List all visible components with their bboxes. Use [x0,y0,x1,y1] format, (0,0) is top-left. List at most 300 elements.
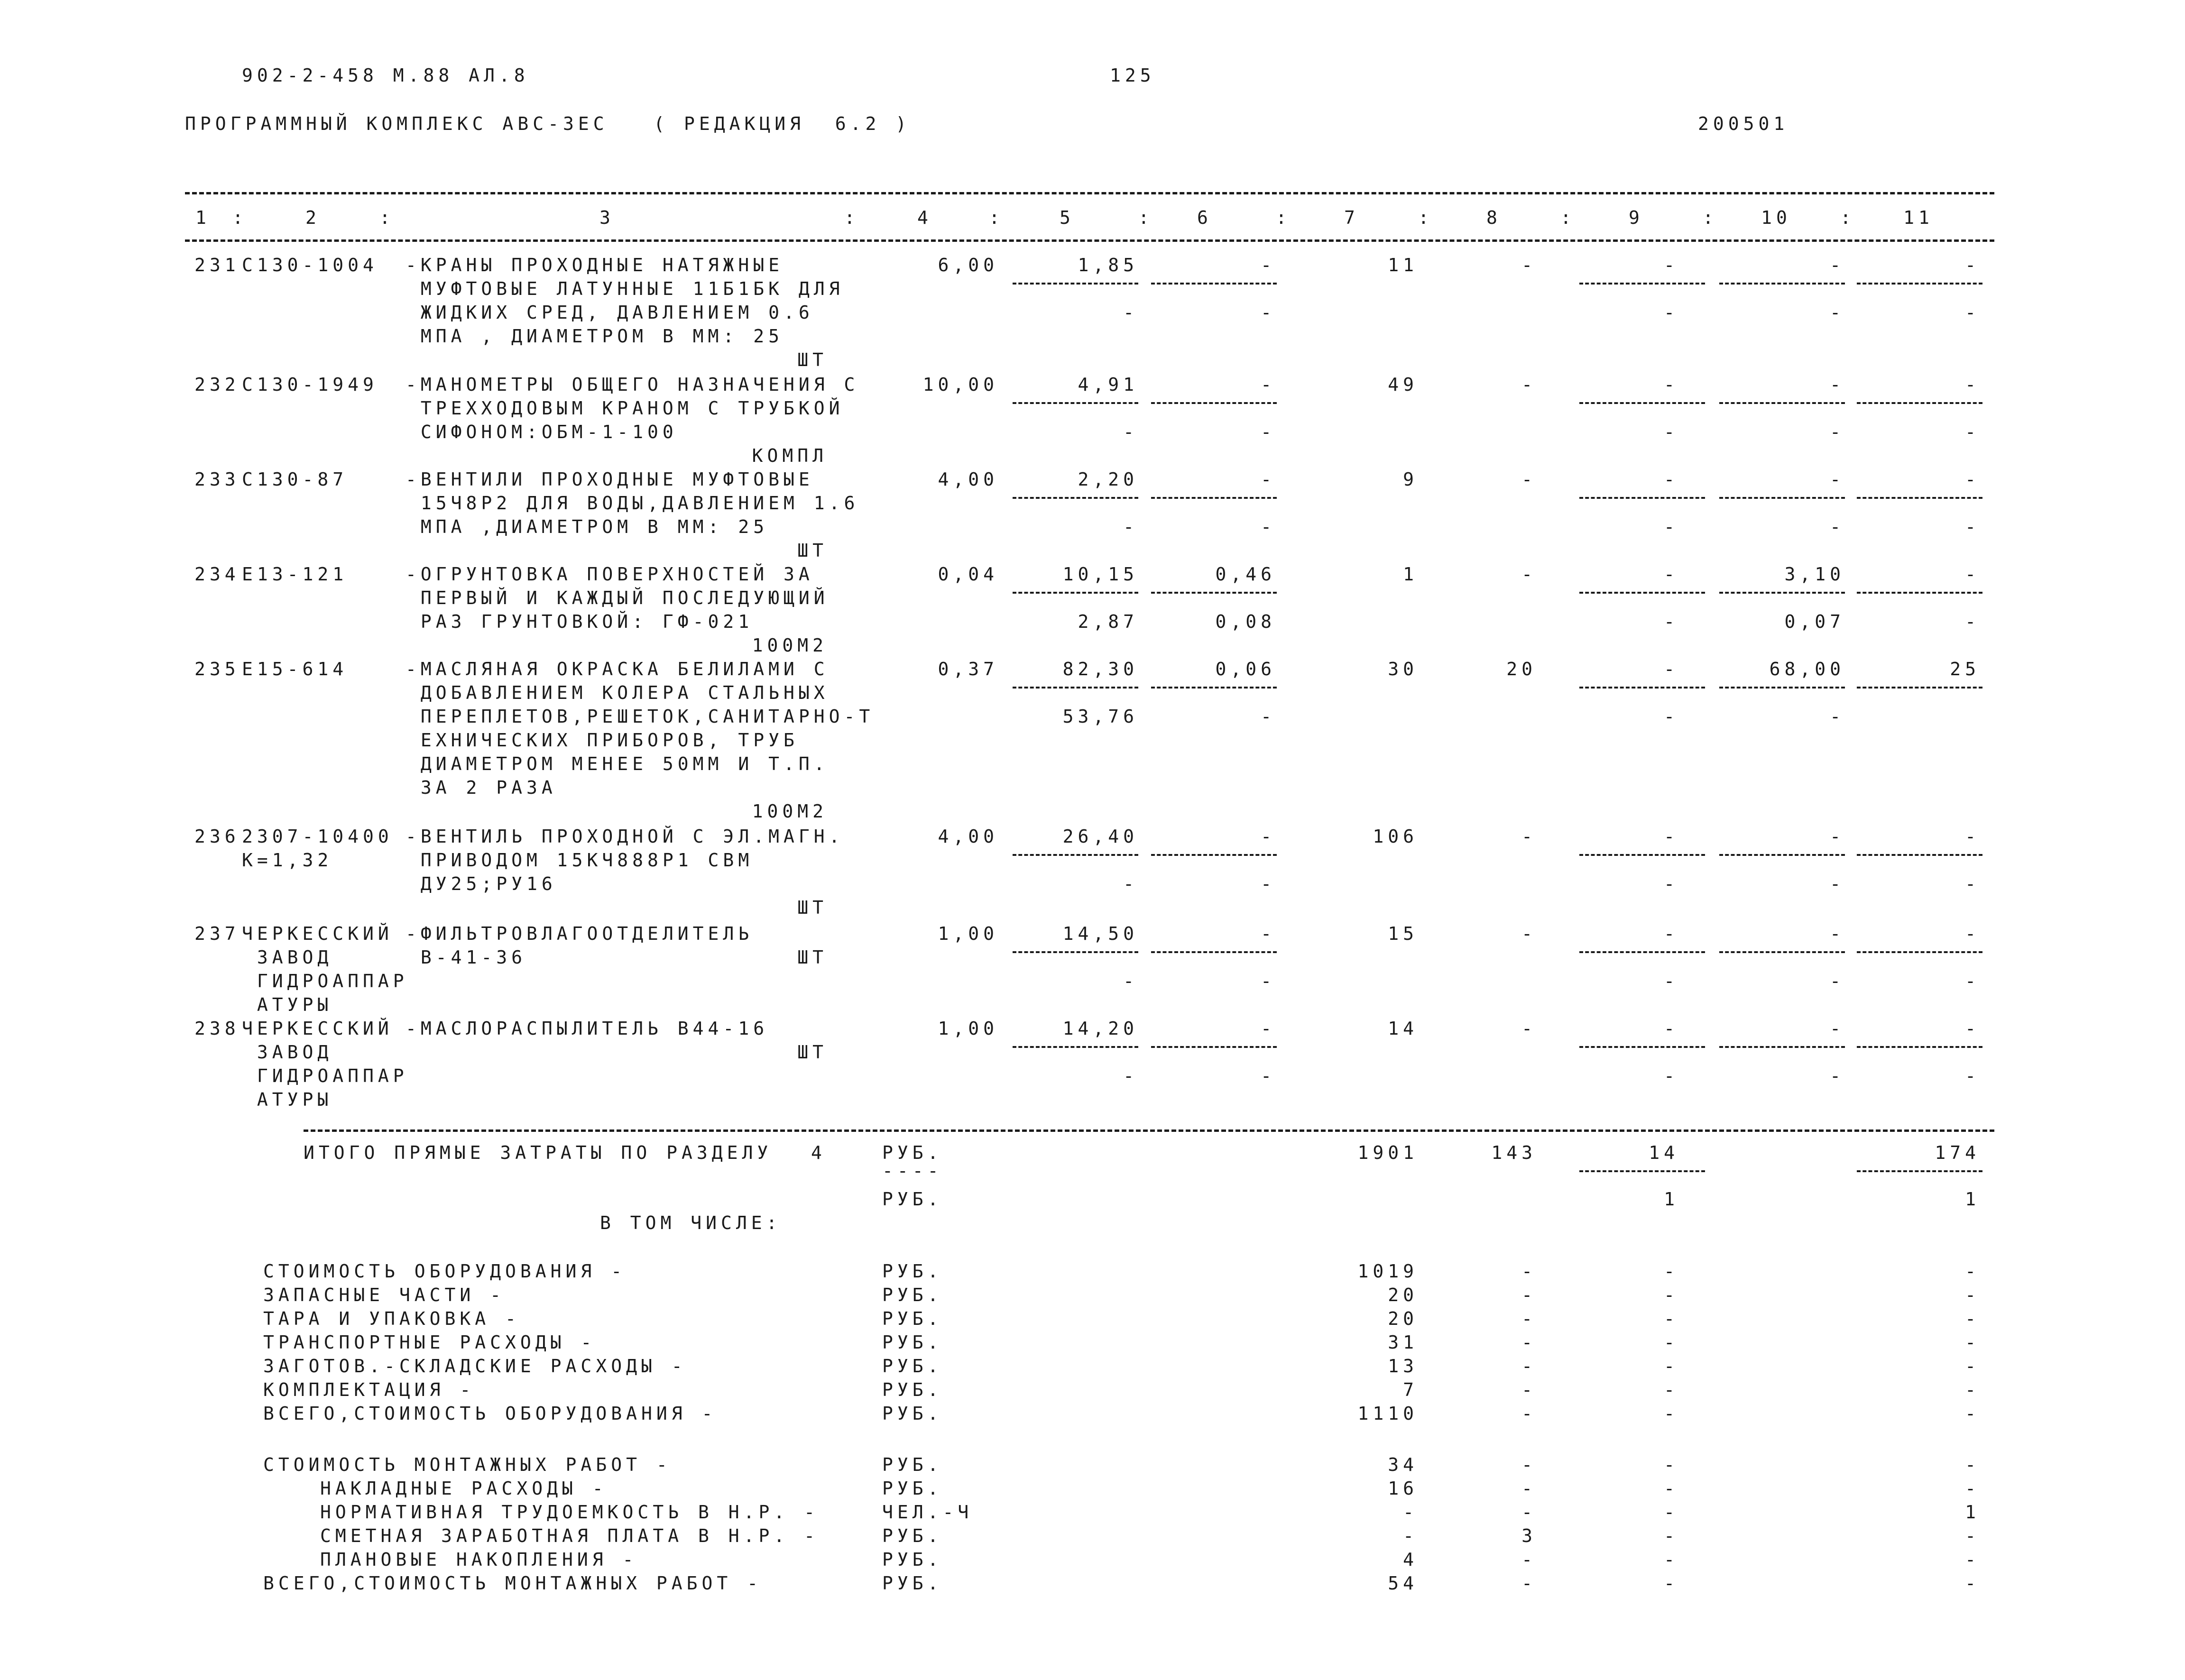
column-separator: : [1560,207,1576,228]
totals-subcell-c11: 1 [1965,1189,1980,1210]
row-description: ПЕРЕПЛЕТОВ,РЕШЕТОК,САНИТАРНО-Т [406,706,875,727]
row-divider [1857,402,1982,404]
subcell-c9: - [1664,1065,1679,1086]
subcell-c6: - [1261,873,1276,894]
cell-c9: - [1664,659,1679,679]
row-divider [1579,687,1705,689]
cell-c6: - [1261,255,1276,275]
summary-cell-c9: - [1664,1379,1679,1400]
cell-c7: 14 [1388,1018,1418,1039]
row-description: -МАСЛОРАСПЫЛИТЕЛЬ В44-16 [406,1018,769,1039]
cell-c8: - [1521,1018,1537,1039]
row-description: СИФОНОМ:ОБМ-1-100 [406,422,678,442]
row-unit: ШТ [797,947,828,968]
cell-c4: 6,00 [938,255,998,275]
cell-c9: - [1664,469,1679,490]
row-number: 232 [194,374,240,395]
summary-cell-c9: - [1664,1332,1679,1353]
row-divider [1579,951,1705,953]
summary-label: НОРМАТИВНАЯ ТРУДОЕМКОСТЬ В Н.Р. - [320,1502,819,1523]
summary-cell-c8: - [1521,1308,1537,1329]
subcell-c10: 0,07 [1784,611,1845,632]
column-number: 7 [1344,207,1359,228]
summary-cell-c11: 1 [1965,1502,1980,1523]
summary-cell-c11: - [1965,1285,1980,1305]
summary-label: НАКЛАДНЫЕ РАСХОДЫ - [320,1478,608,1499]
cell-c10: - [1830,826,1845,847]
cell-c10: - [1830,374,1845,395]
row-divider [1857,1046,1982,1048]
totals-unit: РУБ. [882,1142,943,1163]
cell-c6: - [1261,1018,1276,1039]
summary-cell-c11: - [1965,1403,1980,1424]
cell-c7: 30 [1388,659,1418,679]
cell-c7: 1 [1403,564,1418,585]
summary-cell-c7: 7 [1403,1379,1418,1400]
cell-c11: - [1965,923,1980,944]
summary-cell-c8: - [1521,1502,1537,1523]
cell-c5: 1,85 [1078,255,1138,275]
subcell-c11: - [1965,971,1980,991]
cell-c4: 0,04 [938,564,998,585]
subcell-c5: - [1123,873,1138,894]
cell-c6: - [1261,374,1276,395]
totals-subcell-c9: 1 [1664,1189,1679,1210]
row-unit: 100М2 [752,635,828,656]
row-unit: КОМПЛ [752,445,828,466]
cell-c4: 10,00 [922,374,998,395]
column-number: 9 [1629,207,1644,228]
summary-cell-c9: - [1664,1356,1679,1377]
cell-c10: - [1830,923,1845,944]
cell-c6: - [1261,826,1276,847]
cell-c6: 0,46 [1215,564,1276,585]
totals-divider [1579,1170,1705,1172]
summary-unit: РУБ. [882,1285,943,1305]
row-description: ДОБАВЛЕНИЕМ КОЛЕРА СТАЛЬНЫХ [406,682,829,703]
cell-c8: - [1521,826,1537,847]
totals-section-number: 4 [811,1142,826,1163]
summary-label: ТАРА И УПАКОВКА - [263,1308,520,1329]
cell-c11: - [1965,1018,1980,1039]
cell-c8: - [1521,923,1537,944]
column-separator: : [232,207,248,228]
program-title: ПРОГРАММНЫЙ КОМПЛЕКС АВС-3ЕС ( РЕДАКЦИЯ 6.2 ) [185,113,911,134]
summary-cell-c7: 20 [1388,1308,1418,1329]
row-divider [1579,402,1705,404]
column-number: 4 [917,207,932,228]
row-unit: ШТ [797,897,828,918]
row-divider [1151,283,1277,285]
row-number: 231 [194,255,240,275]
row-divider [1719,951,1845,953]
subcell-c6: - [1261,1065,1276,1086]
summary-cell-c11: - [1965,1454,1980,1475]
row-divider [1013,402,1138,404]
summary-unit: РУБ. [882,1308,943,1329]
summary-unit: РУБ. [882,1478,943,1499]
totals-unit: РУБ. [882,1189,943,1210]
column-number: 5 [1060,207,1075,228]
row-code: ГИДРОАППАР [242,1065,408,1086]
row-unit: ШТ [797,349,828,370]
subcell-c5: - [1123,422,1138,442]
date-code: 200501 [1698,113,1789,134]
summary-cell-c11: - [1965,1573,1980,1594]
cell-c4: 1,00 [938,1018,998,1039]
cell-c7: 9 [1403,469,1418,490]
row-divider [1151,1046,1277,1048]
row-description: ТРЕХХОДОВЫМ КРАНОМ С ТРУБКОЙ [406,398,844,419]
row-divider [1857,283,1982,285]
totals-divider [1857,1170,1982,1172]
summary-cell-c7: - [1403,1502,1418,1523]
totals-unit-divider: ---- [882,1160,943,1181]
cell-c10: 3,10 [1784,564,1845,585]
row-code: С130-1004 [242,255,378,275]
subcell-c10: - [1830,422,1845,442]
row-divider [1857,951,1982,953]
summary-label: СТОИМОСТЬ МОНТАЖНЫХ РАБОТ - [263,1454,672,1475]
column-number: 6 [1197,207,1212,228]
row-code: С130-1949 [242,374,378,395]
column-number: 1 [195,207,211,228]
summary-cell-c9: - [1664,1285,1679,1305]
subcell-c9: - [1664,971,1679,991]
subcell-c11: - [1965,1065,1980,1086]
cell-c6: - [1261,469,1276,490]
cell-c10: 68,00 [1769,659,1845,679]
row-divider [1013,951,1138,953]
subcell-c11: - [1965,873,1980,894]
row-divider [1857,497,1982,499]
cell-c8: - [1521,469,1537,490]
row-number: 238 [194,1018,240,1039]
cell-c7: 106 [1373,826,1418,847]
row-divider [1719,592,1845,594]
cell-c11: - [1965,826,1980,847]
row-number: 233 [194,469,240,490]
summary-cell-c11: - [1965,1525,1980,1546]
summary-unit: РУБ. [882,1573,943,1594]
summary-cell-c8: - [1521,1403,1537,1424]
row-description: -МАСЛЯНАЯ ОКРАСКА БЕЛИЛАМИ С [406,659,829,679]
summary-label: ЗАПАСНЫЕ ЧАСТИ - [263,1285,506,1305]
summary-unit: ЧЕЛ.-Ч [882,1502,973,1523]
cell-c4: 0,37 [938,659,998,679]
subcell-c9: - [1664,611,1679,632]
subcell-c5: - [1123,516,1138,537]
row-divider [1719,854,1845,856]
subcell-c5: 53,76 [1062,706,1138,727]
row-code: 2307-10400 [242,826,393,847]
summary-unit: РУБ. [882,1332,943,1353]
totals-cell-c9: 14 [1649,1142,1679,1163]
summary-cell-c8: - [1521,1332,1537,1353]
column-separator: : [1276,207,1291,228]
row-divider [1857,687,1982,689]
cell-c7: 49 [1388,374,1418,395]
row-unit: ШТ [797,540,828,561]
column-separator: : [379,207,395,228]
subcell-c10: - [1830,971,1845,991]
row-divider [1151,402,1277,404]
row-description: ДИАМЕТРОМ МЕНЕЕ 50ММ И Т.П. [406,753,829,774]
summary-cell-c9: - [1664,1261,1679,1282]
cell-c9: - [1664,1018,1679,1039]
summary-cell-c8: - [1521,1549,1537,1570]
row-description: МУФТОВЫЕ ЛАТУННЫЕ 11Б1БК ДЛЯ [406,278,844,299]
summary-unit: РУБ. [882,1454,943,1475]
cell-c9: - [1664,374,1679,395]
row-number: 234 [194,564,240,585]
cell-c11: - [1965,374,1980,395]
summary-cell-c11: - [1965,1478,1980,1499]
subcell-c9: - [1664,516,1679,537]
subcell-c10: - [1830,516,1845,537]
cell-c8: - [1521,564,1537,585]
cell-c4: 4,00 [938,469,998,490]
row-description: -ОГРУНТОВКА ПОВЕРХНОСТЕЙ ЗА [406,564,814,585]
row-description: ЕХНИЧЕСКИХ ПРИБОРОВ, ТРУБ [406,730,799,751]
row-divider [1857,592,1982,594]
summary-cell-c7: 54 [1388,1573,1418,1594]
section-total-rule [304,1129,1994,1132]
row-description: ПРИВОДОМ 15КЧ888Р1 СВМ [406,850,754,871]
row-divider [1579,283,1705,285]
subcell-c6: 0,08 [1215,611,1276,632]
summary-label: ВСЕГО,СТОИМОСТЬ ОБОРУДОВАНИЯ - [263,1403,717,1424]
row-divider [1719,1046,1845,1048]
summary-label: ВСЕГО,СТОИМОСТЬ МОНТАЖНЫХ РАБОТ - [263,1573,762,1594]
row-divider [1013,283,1138,285]
subcell-c10: - [1830,1065,1845,1086]
row-divider [1719,497,1845,499]
cell-c11: - [1965,469,1980,490]
row-code: ЧЕРКЕССКИЙ [242,923,393,944]
row-divider [1151,592,1277,594]
summary-cell-c9: - [1664,1502,1679,1523]
summary-unit: РУБ. [882,1525,943,1546]
totals-label: ИТОГО ПРЯМЫЕ ЗАТРАТЫ ПО РАЗДЕЛУ [304,1142,773,1163]
summary-cell-c8: - [1521,1454,1537,1475]
row-divider [1579,497,1705,499]
summary-cell-c7: 31 [1388,1332,1418,1353]
row-code: Е15-614 [242,659,348,679]
row-divider [1579,592,1705,594]
row-divider [1013,687,1138,689]
cell-c11: - [1965,564,1980,585]
summary-cell-c7: 34 [1388,1454,1418,1475]
subcell-c9: - [1664,706,1679,727]
subcell-c11: - [1965,302,1980,323]
summary-cell-c9: - [1664,1454,1679,1475]
summary-cell-c11: - [1965,1549,1980,1570]
column-separator: : [1138,207,1153,228]
summary-cell-c7: 13 [1388,1356,1418,1377]
summary-cell-c11: - [1965,1356,1980,1377]
summary-cell-c7: 1110 [1357,1403,1418,1424]
row-divider [1719,687,1845,689]
subcell-c5: - [1123,1065,1138,1086]
subcell-c5: 2,87 [1078,611,1138,632]
summary-cell-c7: 4 [1403,1549,1418,1570]
subcell-c5: - [1123,971,1138,991]
cell-c5: 14,50 [1062,923,1138,944]
summary-cell-c7: - [1403,1525,1418,1546]
row-divider [1719,283,1845,285]
summary-cell-c7: 1019 [1357,1261,1418,1282]
subcell-c6: - [1261,302,1276,323]
row-description: МПА ,ДИАМЕТРОМ В ММ: 25 [406,516,769,537]
including-label: В ТОМ ЧИСЛЕ: [600,1212,782,1233]
row-number: 237 [194,923,240,944]
summary-cell-c8: - [1521,1478,1537,1499]
row-description: В-41-36 [406,947,527,968]
row-divider [1579,1046,1705,1048]
row-description: ПЕРВЫЙ И КАЖДЫЙ ПОСЛЕДУЮЩИЙ [406,588,829,608]
summary-cell-c8: - [1521,1356,1537,1377]
cell-c9: - [1664,826,1679,847]
cell-c9: - [1664,255,1679,275]
summary-cell-c9: - [1664,1549,1679,1570]
summary-label: СТОИМОСТЬ ОБОРУДОВАНИЯ - [263,1261,627,1282]
cell-c10: - [1830,1018,1845,1039]
cell-c5: 10,15 [1062,564,1138,585]
row-unit: ШТ [797,1042,828,1063]
row-code: ЗАВОД [242,947,333,968]
subcell-c6: - [1261,422,1276,442]
cell-c7: 15 [1388,923,1418,944]
row-description: -ВЕНТИЛЬ ПРОХОДНОЙ С ЭЛ.МАГН. [406,826,844,847]
column-number: 10 [1761,207,1791,228]
row-description: ДУ25;РУ16 [406,873,557,894]
summary-label: ТРАНСПОРТНЫЕ РАСХОДЫ - [263,1332,596,1353]
cell-c8: - [1521,374,1537,395]
subcell-c9: - [1664,873,1679,894]
row-divider [1013,497,1138,499]
row-description: 15Ч8Р2 ДЛЯ ВОДЫ,ДАВЛЕНИЕМ 1.6 [406,493,859,514]
summary-cell-c11: - [1965,1332,1980,1353]
summary-label: ПЛАНОВЫЕ НАКОПЛЕНИЯ - [320,1549,638,1570]
row-divider [1151,497,1277,499]
row-code: ЗАВОД [242,1042,333,1063]
summary-label: ЗАГОТОВ.-СКЛАДСКИЕ РАСХОДЫ - [263,1356,687,1377]
summary-cell-c11: - [1965,1379,1980,1400]
subcell-c6: - [1261,516,1276,537]
column-number: 2 [305,207,321,228]
subcell-c6: - [1261,706,1276,727]
subcell-c5: - [1123,302,1138,323]
subcell-c10: - [1830,873,1845,894]
row-divider [1151,687,1277,689]
column-number: 8 [1486,207,1502,228]
subcell-c11: - [1965,611,1980,632]
subcell-c11: - [1965,422,1980,442]
totals-cell-c8: 143 [1491,1142,1537,1163]
cell-c11: - [1965,255,1980,275]
cell-c5: 4,91 [1078,374,1138,395]
subcell-c9: - [1664,422,1679,442]
summary-cell-c11: - [1965,1308,1980,1329]
row-number: 235 [194,659,240,679]
cell-c8: - [1521,255,1537,275]
row-description: ЗА 2 РАЗА [406,777,557,798]
summary-unit: РУБ. [882,1356,943,1377]
row-divider [1013,854,1138,856]
row-code: АТУРЫ [242,994,333,1015]
summary-cell-c9: - [1664,1573,1679,1594]
row-code: АТУРЫ [242,1089,333,1110]
row-divider [1719,402,1845,404]
cell-c10: - [1830,255,1845,275]
row-description: -МАНОМЕТРЫ ОБЩЕГО НАЗНАЧЕНИЯ С [406,374,859,395]
summary-cell-c8: - [1521,1285,1537,1305]
summary-cell-c8: 3 [1521,1525,1537,1546]
summary-unit: РУБ. [882,1261,943,1282]
row-description: -ФИЛЬТРОВЛАГООТДЕЛИТЕЛЬ [406,923,754,944]
row-code: К=1,32 [242,850,333,871]
cell-c7: 11 [1388,255,1418,275]
row-unit: 100М2 [752,801,828,822]
cell-c5: 26,40 [1062,826,1138,847]
row-divider [1151,854,1277,856]
summary-cell-c9: - [1664,1308,1679,1329]
page-number: 125 [1110,65,1155,86]
summary-unit: РУБ. [882,1403,943,1424]
column-number: 11 [1903,207,1934,228]
summary-cell-c9: - [1664,1525,1679,1546]
summary-cell-c7: 16 [1388,1478,1418,1499]
row-description: ЖИДКИХ СРЕД, ДАВЛЕНИЕМ 0.6 [406,302,814,323]
summary-cell-c8: - [1521,1573,1537,1594]
summary-label: КОМПЛЕКТАЦИЯ - [263,1379,475,1400]
cell-c6: 0,06 [1215,659,1276,679]
row-description: -ВЕНТИЛИ ПРОХОДНЫЕ МУФТОВЫЕ [406,469,814,490]
column-separator: : [989,207,1004,228]
row-divider [1013,592,1138,594]
table-top-rule [185,192,1994,194]
subcell-c10: - [1830,302,1845,323]
cell-c9: - [1664,923,1679,944]
column-separator: : [1418,207,1433,228]
document-code: 902-2-458 М.88 АЛ.8 [242,65,529,86]
row-code: Е13-121 [242,564,348,585]
row-divider [1579,854,1705,856]
summary-cell-c8: - [1521,1261,1537,1282]
cell-c5: 14,20 [1062,1018,1138,1039]
summary-cell-c9: - [1664,1478,1679,1499]
column-header-rule [185,239,1994,242]
summary-cell-c8: - [1521,1379,1537,1400]
cell-c9: - [1664,564,1679,585]
subcell-c11: - [1965,516,1980,537]
row-description: МПА , ДИАМЕТРОМ В ММ: 25 [406,326,784,347]
row-code: ГИДРОАППАР [242,971,408,991]
summary-cell-c11: - [1965,1261,1980,1282]
summary-label: СМЕТНАЯ ЗАРАБОТНАЯ ПЛАТА В Н.Р. - [320,1525,819,1546]
summary-cell-c7: 20 [1388,1285,1418,1305]
row-description: РАЗ ГРУНТОВКОЙ: ГФ-021 [406,611,754,632]
column-separator: : [844,207,859,228]
row-code: ЧЕРКЕССКИЙ [242,1018,393,1039]
cell-c4: 1,00 [938,923,998,944]
cell-c11: 25 [1950,659,1980,679]
row-code: С130-87 [242,469,348,490]
cell-c5: 2,20 [1078,469,1138,490]
column-number: 3 [599,207,615,228]
row-description: -КРАНЫ ПРОХОДНЫЕ НАТЯЖНЫЕ [406,255,784,275]
